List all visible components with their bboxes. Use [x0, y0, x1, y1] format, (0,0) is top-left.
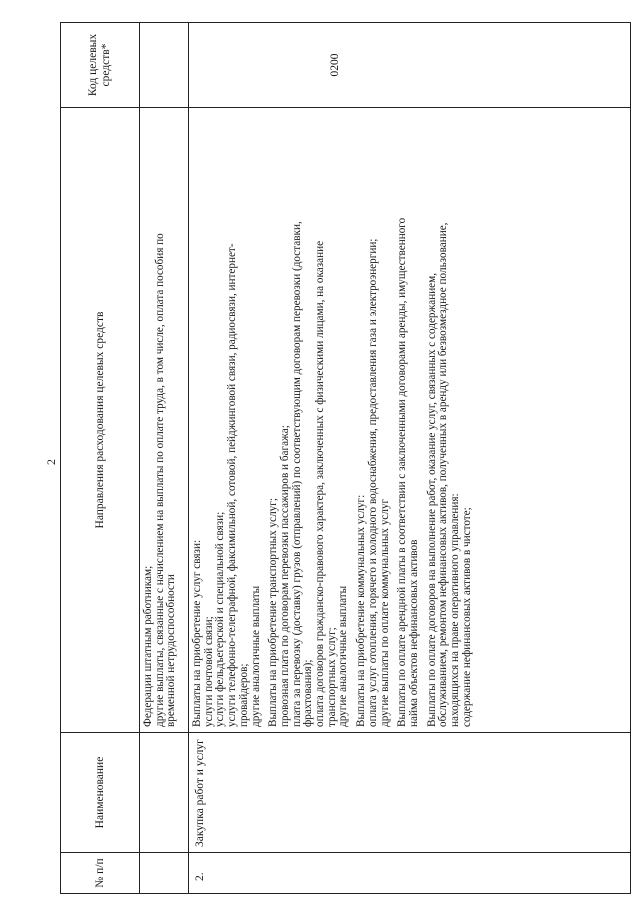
- text-line: найма объектов нефинансовых активов: [407, 539, 420, 727]
- text-line: Выплаты по оплате договоров на выполнение работ, оказание услуг, связанных с содержанием,: [425, 272, 438, 727]
- text-line: другие выплаты, связанные с начислением на выплаты по оплате труда, в том числе, оплата пособия по: [153, 233, 166, 727]
- row-directions: [189, 108, 473, 732]
- text-line: временной нетрудоспособности: [165, 574, 178, 727]
- text-line: провайдеров;: [237, 663, 250, 727]
- continuation-text: [140, 108, 178, 732]
- text-line: плата за перевозку (доставку) грузов (отправлений) по соответствующим договорам перевозки (доставки,: [290, 221, 303, 727]
- text-line: провозная плата по договорам перевозки пассажиров и багажа;: [278, 425, 291, 727]
- expenditure-table: [60, 22, 631, 894]
- text-line: фрахтования);: [302, 659, 315, 727]
- header-direction: Направления расходования целевых средств: [93, 311, 106, 529]
- text-line: Федерации штатным работникам;: [142, 565, 154, 727]
- text-line: Выплаты по оплате арендной платы в соответствии с заключенными договорами аренды, имущественного: [396, 217, 409, 727]
- text-line: находящихся на праве оперативного управления:: [449, 493, 462, 727]
- text-line: транспортных услуг;: [325, 627, 338, 727]
- header-code: Код целевых средств*: [87, 33, 112, 97]
- direction-group-maintenance: [427, 112, 474, 727]
- text-line: Выплаты на приобретение коммунальных услуг:: [355, 494, 368, 727]
- target-code: 0200: [329, 53, 341, 77]
- text-line: оплата услуг отопления, горячего и холодного водоснабжения, предоставления газа и электроэнергии;: [366, 238, 379, 727]
- page-number: 2: [44, 459, 58, 465]
- text-line: другие аналогичные выплаты: [249, 585, 262, 727]
- header-num: № п/п: [93, 858, 106, 888]
- table-header-row: [61, 23, 140, 893]
- text-line: оплата договоров гражданско-правового характера, заключенных с физическими лицами, на оказание: [314, 240, 327, 727]
- row-number: 2.: [194, 872, 206, 881]
- table-row-2: [189, 23, 631, 893]
- table-row-continuation: [140, 23, 189, 893]
- direction-group-transport: [268, 112, 350, 727]
- text-line: услуги почтовой связи;: [202, 616, 215, 727]
- text-line: Выплаты на приобретение транспортных услуг;: [267, 498, 280, 727]
- text-line: содержание нефинансовых активов в чистоте;: [460, 507, 473, 727]
- text-line: услуги фельдъегерской и специальной связи;: [214, 511, 227, 727]
- text-line: другие выплаты по оплате коммунальных услуг: [378, 498, 391, 727]
- text-line: услуги телефонно-телеграфной, факсимильной, сотовой, пейджинговой связи, радиосвязи, интернет-: [226, 243, 239, 727]
- direction-group-rent: [397, 112, 420, 727]
- text-line: обслуживанием, ремонтом нефинансовых активов, полученных в аренду или безвозмездное пользование,: [437, 222, 450, 727]
- text-line: Выплаты на приобретение услуг связи:: [191, 539, 203, 727]
- row-name: Закупка работ и услуг: [194, 739, 206, 847]
- direction-group-communication: [192, 112, 262, 727]
- header-name: Наименование: [93, 756, 106, 829]
- text-line: другие аналогичные выплаты: [337, 585, 350, 727]
- direction-group-utilities: [356, 112, 391, 727]
